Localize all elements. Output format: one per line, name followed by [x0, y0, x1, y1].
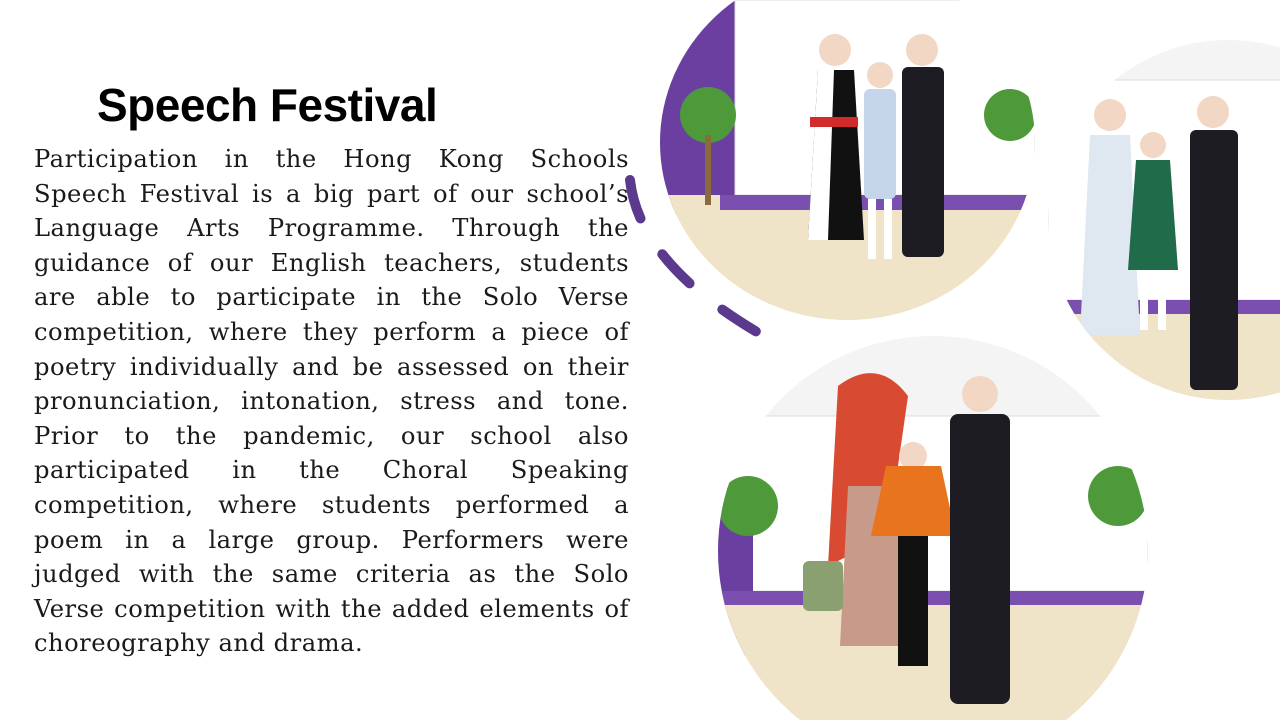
- student-with-teachers-photo-2: [1048, 40, 1280, 400]
- student-with-teachers-photo-3: [718, 336, 1148, 720]
- slide-title: Speech Festival: [97, 79, 438, 131]
- slide-body-text: Participation in the Hong Kong Schools Speech Festival is a big part of our school’s Language Arts Programme. Through the guidance of our English teachers, students are able to participate in the Solo Verse competition, where they perform a piece of poetry individually and be assessed on their pronunciation, intonation, stress and tone. Prior to the pandemic, our school also participated in the Choral Speaking competition, where students performed a poem in a large group. Performers were judged with the same criteria as the Solo Verse competition with the added elements of choreography and drama.: [34, 145, 629, 658]
